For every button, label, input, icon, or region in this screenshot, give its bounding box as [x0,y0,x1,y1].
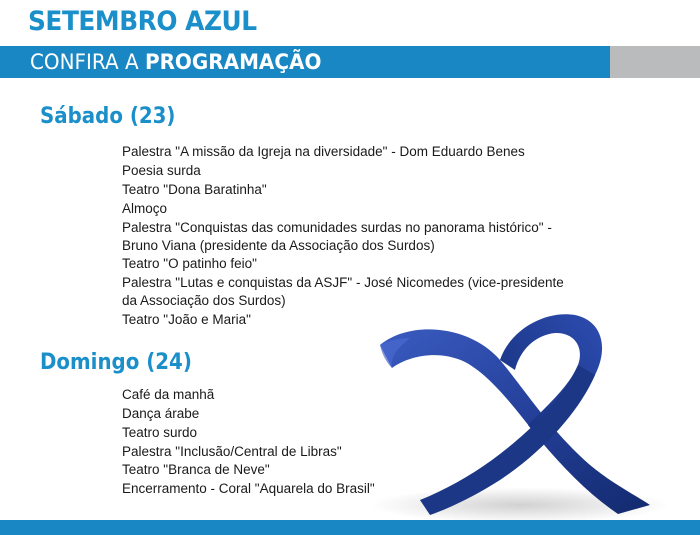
schedule-desc: Encerramento - Coral "Aquarela do Brasil" [122,481,375,496]
schedule-desc: Palestra "Inclusão/Central de Libras" [122,444,342,459]
schedule-desc: Palestra "Lutas e conquistas da ASJF" - José Nicomedes (vice-presidente [122,275,564,290]
schedule-desc: Bruno Viana (presidente da Associação dos Surdos) [122,238,435,253]
schedule-desc: Almoço [122,201,168,216]
schedule-desc: Palestra "Conquistas das comunidades surdas no panorama histórico" - [122,220,552,235]
subtitle-light: CONFIRA A [30,50,145,74]
schedule-desc: Teatro surdo [122,425,198,440]
schedule-desc: da Associação dos Surdos) [122,293,286,308]
schedule-desc: Palestra "A missão da Igreja na diversidade" - Dom Eduardo Benes [122,144,525,159]
footer-bar [0,520,700,535]
page-title: SETEMBRO AZUL [28,6,257,37]
saturday-heading: Sábado (23) [40,104,176,129]
schedule-desc: Teatro "João e Maria" [122,312,251,327]
schedule-desc: Teatro "O patinho feio" [122,256,257,271]
schedule-desc: Dança árabe [122,406,200,421]
subtitle-bold: PROGRAMAÇÃO [144,50,322,74]
schedule-desc: Café da manhã [122,387,215,402]
sunday-heading: Domingo (24) [40,350,192,375]
subtitle [30,49,321,75]
subtitle-bar-accent [610,46,700,78]
awareness-ribbon-icon [350,300,670,525]
schedule-desc: Teatro "Dona Baratinha" [122,182,267,197]
schedule-desc: Poesia surda [122,163,201,178]
schedule-desc: Teatro "Branca de Neve" [122,462,270,477]
